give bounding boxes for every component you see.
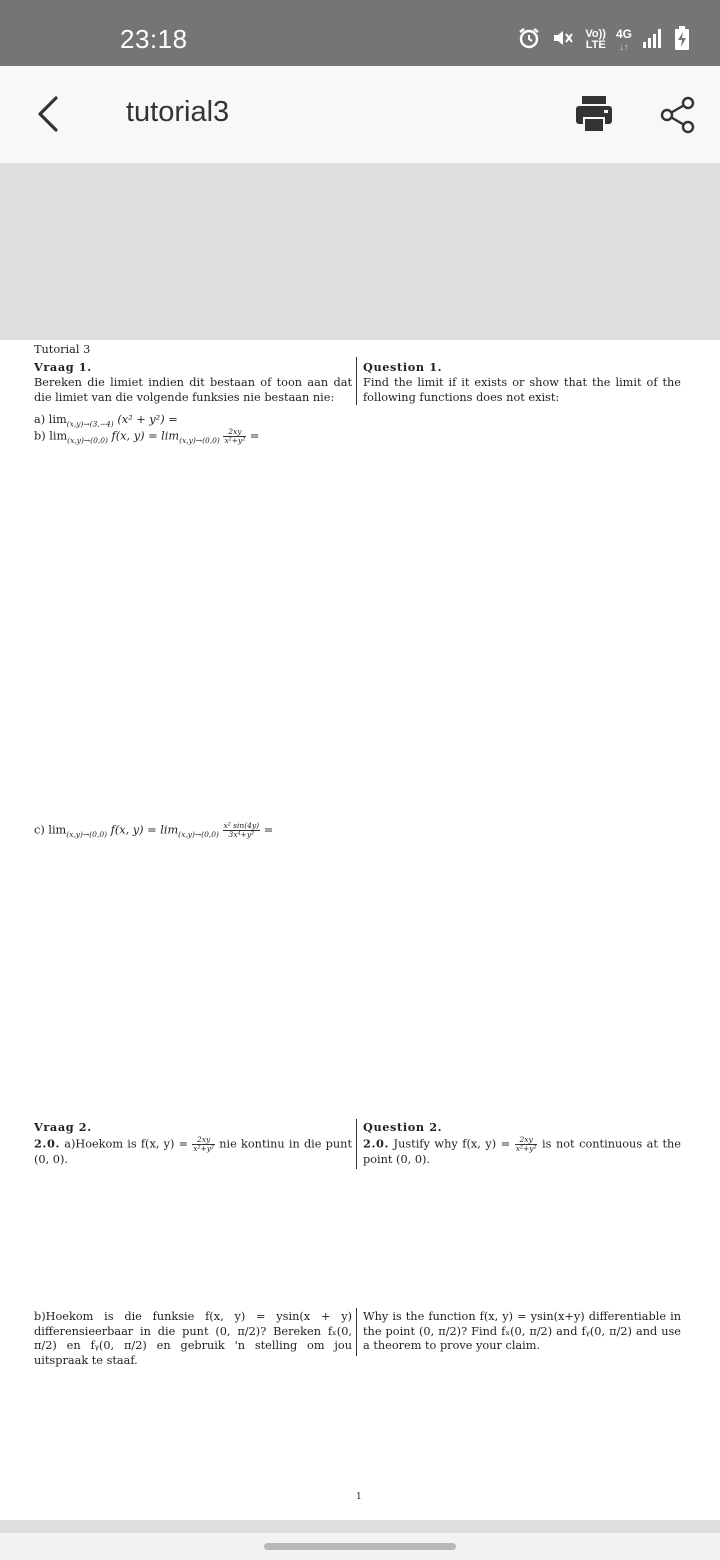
q2-part-b-af: b)Hoekom is die funksie f(x, y) = ysin(x + y) differensieerbaar in die punt (0, π/2)? Bereken fₓ(0, π/2) en fᵧ(0, π/2) en gebruik 'n stelling om jou uitspraak te staaf. bbox=[34, 1310, 352, 1367]
q2a-post-en: is not continuous at the point (0, 0). bbox=[363, 1137, 681, 1166]
column-divider-2 bbox=[356, 1119, 357, 1169]
pdf-page bbox=[0, 340, 720, 1520]
app-bar bbox=[0, 66, 720, 163]
alarm-icon bbox=[517, 26, 541, 54]
q2a-den-en: x²+y² bbox=[515, 1144, 537, 1153]
q2-part-a-af bbox=[34, 1136, 352, 1168]
q1b-den: x²+y² bbox=[224, 436, 246, 445]
q2a-den-af: x²+y² bbox=[193, 1144, 215, 1153]
q2a-fraction-en bbox=[515, 1136, 538, 1153]
document-title: tutorial3 bbox=[126, 96, 230, 128]
q1-title-af: Vraag 1. bbox=[34, 360, 92, 374]
q1b-lim: b) lim bbox=[34, 429, 68, 443]
q1c-num: x² sin(4y) bbox=[223, 821, 260, 830]
q2a-pre-af: a)Hoekom is f(x, y) = bbox=[64, 1137, 189, 1151]
column-divider bbox=[356, 357, 357, 405]
q1a-expr: (x² + y²) = bbox=[117, 413, 178, 426]
q1-text-en: Find the limit if it exists or show that the limit of the following functions does not exist: bbox=[363, 376, 681, 404]
q1b-fraction bbox=[223, 428, 246, 445]
q1c-lim: c) lim bbox=[34, 823, 67, 837]
status-bar bbox=[0, 0, 720, 66]
volte-icon bbox=[585, 29, 606, 51]
q1c-sub: (x,y)→(0,0) bbox=[66, 829, 108, 839]
q2a-pre-en: Justify why f(x, y) = bbox=[393, 1137, 511, 1151]
q2a-num-top-en: 2xy bbox=[515, 1136, 538, 1145]
q2a-num-top-af: 2xy bbox=[192, 1136, 215, 1145]
status-icons bbox=[517, 26, 690, 54]
q1-part-b bbox=[34, 428, 259, 448]
4g-icon bbox=[616, 28, 632, 53]
back-button[interactable] bbox=[30, 94, 70, 134]
network-arrows: ↓↑ bbox=[619, 41, 629, 52]
page-number: 1 bbox=[356, 1492, 362, 1502]
q2a-post-af: nie kontinu in die punt (0, 0). bbox=[34, 1137, 352, 1166]
battery-charging-icon bbox=[674, 26, 690, 54]
column-divider-3 bbox=[356, 1308, 357, 1356]
q1-text-af: Bereken die limiet indien dit bestaan of toon aan dat die limiet van die volgende funksies nie bestaan nie: bbox=[34, 376, 352, 404]
volte-bottom-label: LTE bbox=[585, 39, 606, 51]
q1a-sub: (x,y)→(3,−4) bbox=[66, 419, 114, 429]
network-type-label: 4G bbox=[615, 26, 632, 41]
back-arrow-icon bbox=[30, 94, 70, 134]
q1-part-c bbox=[34, 822, 273, 842]
status-time: 23:18 bbox=[120, 24, 188, 54]
tutorial-header: Tutorial 3 bbox=[34, 343, 91, 356]
q1c-sub2: (x,y)→(0,0) bbox=[178, 829, 219, 839]
q1b-num: 2xy bbox=[223, 428, 246, 437]
q1-title-en: Question 1. bbox=[363, 360, 443, 374]
q1c-mid: f(x, y) = lim bbox=[110, 823, 179, 837]
q2-part-b-en: Why is the function f(x, y) = ysin(x+y) differentiable in the point (0, π/2)? Find fₓ(0, π/2) and fᵧ(0, π/2) and use a theorem to prove your claim. bbox=[363, 1310, 681, 1352]
q2a-num-en: 2.0. bbox=[363, 1136, 389, 1151]
signal-icon bbox=[642, 27, 664, 53]
q1b-end: = bbox=[249, 429, 260, 443]
q2-part-a-en bbox=[363, 1136, 681, 1168]
q1c-fraction bbox=[223, 822, 261, 839]
q2-title-af: Vraag 2. bbox=[34, 1120, 92, 1134]
share-button[interactable] bbox=[660, 96, 696, 134]
home-indicator[interactable] bbox=[264, 1543, 456, 1550]
q1b-sub2: (x,y)→(0,0) bbox=[179, 435, 220, 445]
q1c-den: 3x⁴+y² bbox=[228, 830, 255, 839]
q2a-fraction-af bbox=[192, 1136, 215, 1153]
q2a-num-af: 2.0. bbox=[34, 1136, 60, 1151]
q1b-mid: f(x, y) = lim bbox=[111, 429, 180, 443]
volte-top-label: Vo)) bbox=[585, 28, 606, 40]
q1a-lim: a) lim bbox=[34, 413, 67, 426]
print-icon bbox=[574, 96, 614, 136]
q2-title-en: Question 2. bbox=[363, 1120, 443, 1134]
mute-icon bbox=[551, 26, 575, 54]
share-icon bbox=[660, 96, 696, 134]
q1b-sub: (x,y)→(0,0) bbox=[67, 435, 108, 445]
print-button[interactable] bbox=[574, 96, 614, 136]
document-viewer[interactable] bbox=[0, 163, 720, 1533]
q1c-end: = bbox=[263, 823, 274, 837]
